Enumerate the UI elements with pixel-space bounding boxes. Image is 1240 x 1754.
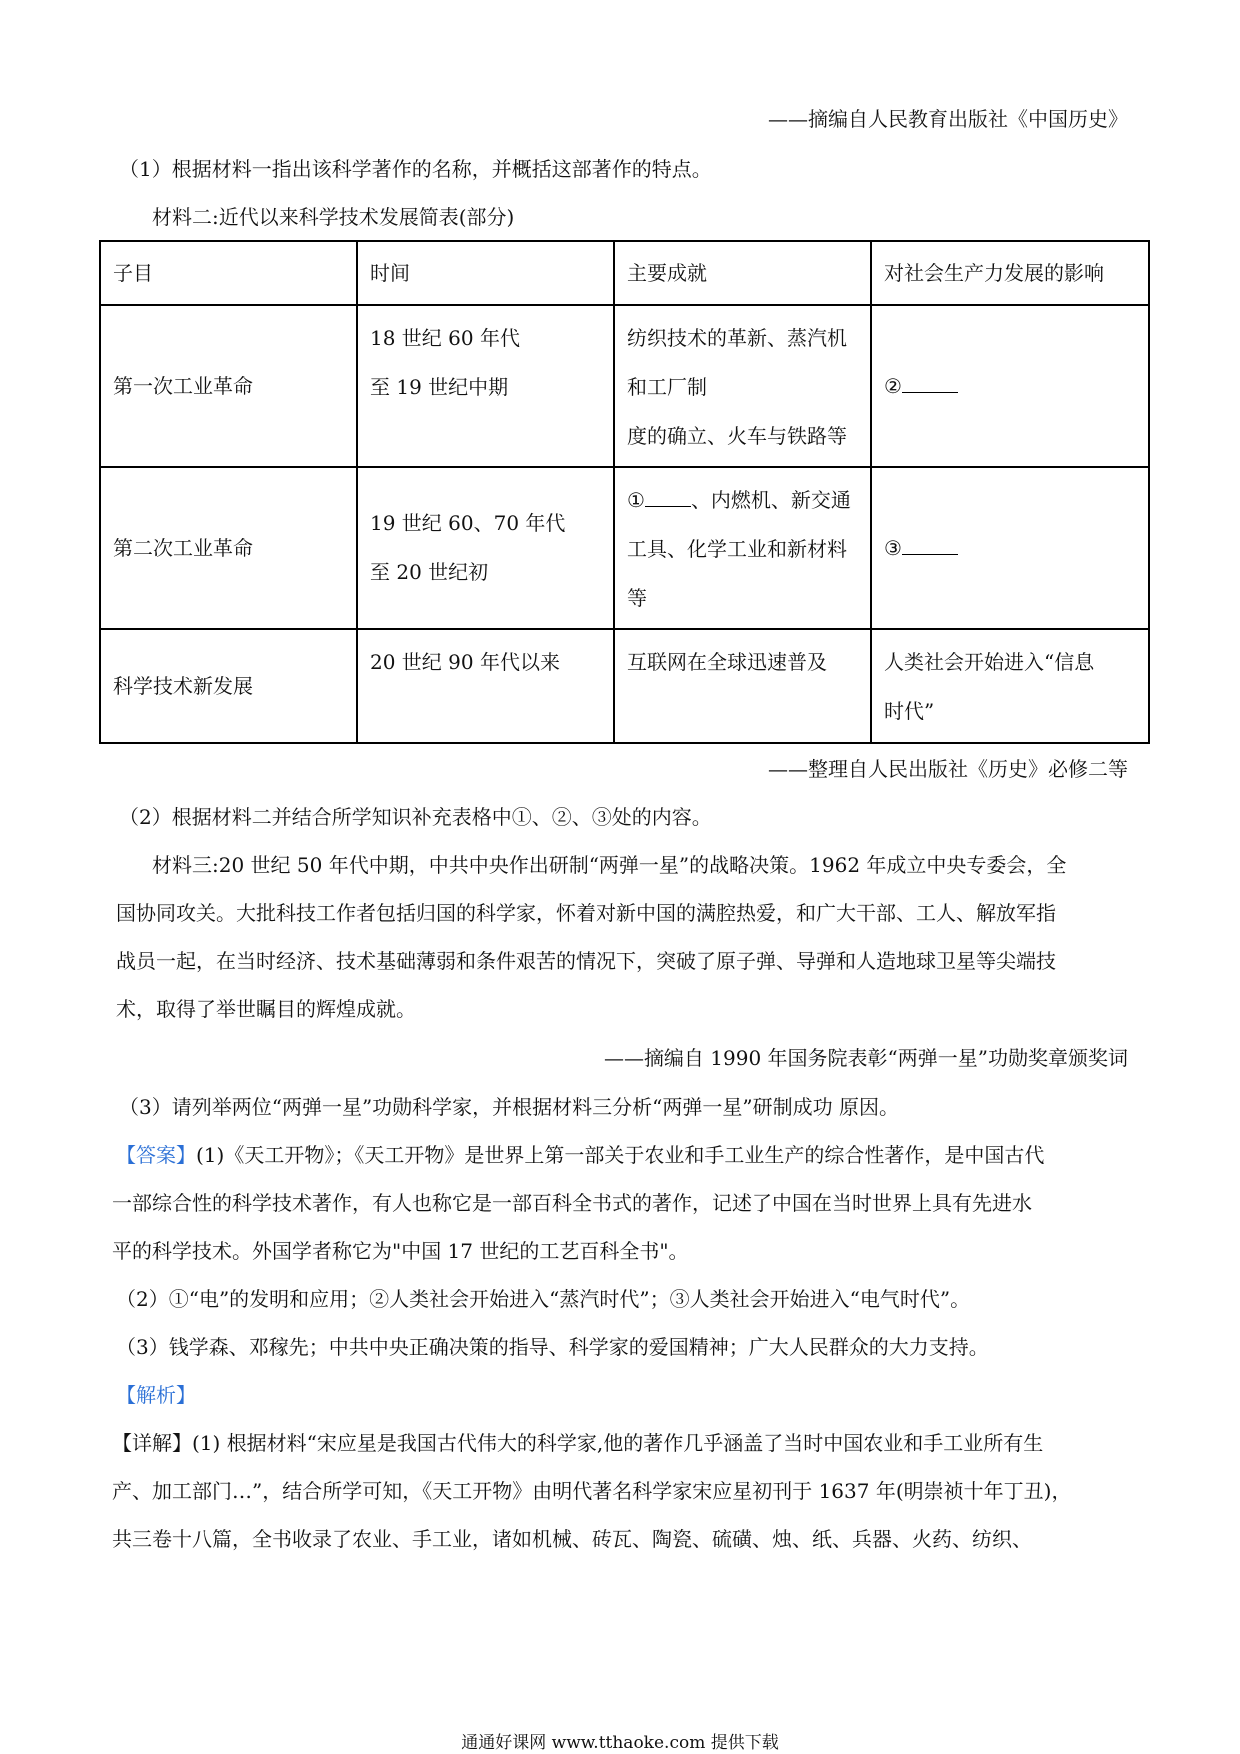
page-footer: 通通好课网 www.tthaoke.com 提供下载: [461, 1733, 779, 1753]
row-time: [357, 467, 614, 629]
source-citation-1: ——摘编自人民教育出版社《中国历史》: [768, 107, 1128, 131]
fill-blank: [902, 370, 958, 393]
table-header: 时间: [357, 241, 614, 305]
row-impact: [871, 305, 1149, 467]
table-row: [100, 305, 1149, 467]
blank-marker: ②: [884, 373, 902, 398]
achievement-line: 工具、化学工业和新材料: [627, 537, 847, 561]
impact-line: 人类社会开始进入“信息: [884, 650, 1095, 674]
detail-line: [112, 1430, 1043, 1456]
achievement-line: 纺织技术的革新、蒸汽机: [627, 326, 847, 350]
time-line: 20 世纪 90 年代以来: [370, 650, 560, 674]
achievement-line: 和工厂制: [627, 375, 707, 399]
material-3-line: 材料三:20 世纪 50 年代中期，中共中央作出研制“两弹一星”的战略决策。1962 年成立中央专委会，全: [152, 853, 1067, 877]
detail-text: (1) 根据材料“宋应星是我国古代伟大的科学家,他的著作几乎涵盖了当时中国农业和手工业所有生: [192, 1431, 1044, 1455]
table-header-row: [100, 241, 1149, 305]
achievement-text: 、内燃机、新交通: [690, 488, 851, 512]
answer-line: [116, 1142, 1044, 1168]
answer-line: （3）钱学森、邓稼先；中共中央正确决策的指导、科学家的爱国精神；广大人民群众的大力支持。: [116, 1335, 989, 1359]
detail-line: 共三卷十八篇，全书收录了农业、手工业，诸如机械、砖瓦、陶瓷、硫磺、烛、纸、兵器、火药、纺织、: [112, 1527, 1032, 1551]
blank-marker: ①: [627, 488, 645, 512]
achievement-line: [627, 476, 858, 525]
answer-line: 平的科学技术。外国学者称它为"中国 17 世纪的工艺百科全书"。: [112, 1239, 689, 1263]
fill-blank: [645, 484, 691, 507]
question-3: （3）请列举两位“两弹一星”功勋科学家，并根据材料三分析“两弹一星”研制成功 原因。: [119, 1095, 899, 1119]
row-achievement: [614, 629, 871, 743]
question-2: （2）根据材料二并结合所学知识补充表格中①、②、③处的内容。: [119, 805, 712, 829]
time-line: 至 20 世纪初: [370, 560, 489, 584]
time-line: 18 世纪 60 年代: [370, 326, 520, 350]
row-achievement: [614, 467, 871, 629]
table-header: 对社会生产力发展的影响: [871, 241, 1149, 305]
analysis-tag: 【解析】: [116, 1383, 196, 1407]
achievement-line: 等: [627, 586, 647, 610]
material-3-line: 国协同攻关。大批科技工作者包括归国的科学家，怀着对新中国的满腔热爱，和广大干部、工人、解放军指: [116, 901, 1056, 925]
source-citation-2: ——整理自人民出版社《历史》必修二等: [768, 757, 1128, 781]
row-name: 第二次工业革命: [100, 467, 357, 629]
question-1: （1）根据材料一指出该科学著作的名称，并概括这部著作的特点。: [119, 157, 712, 181]
material-3-line: 战员一起，在当时经济、技术基础薄弱和条件艰苦的情况下，突破了原子弹、导弹和人造地球卫星等尖端技: [116, 949, 1056, 973]
tech-development-table: [99, 240, 1150, 744]
material-3-line: 术，取得了举世瞩目的辉煌成就。: [116, 997, 416, 1021]
answer-line: （2）①“电”的发明和应用；②人类社会开始进入“蒸汽时代”；③人类社会开始进入“电气时代”。: [116, 1287, 971, 1311]
row-name: 第一次工业革命: [100, 305, 357, 467]
time-line: 19 世纪 60、70 年代: [370, 511, 566, 535]
fill-blank: [902, 532, 958, 555]
answer-tag: 【答案】: [116, 1143, 196, 1167]
answer-text: (1)《天工开物》；《天工开物》是世界上第一部关于农业和手工业生产的综合性著作，是中国古代: [196, 1143, 1045, 1167]
table-header: 子目: [100, 241, 357, 305]
answer-line: 一部综合性的科学技术著作，有人也称它是一部百科全书式的著作，记述了中国在当时世界上具有先进水: [112, 1191, 1032, 1215]
time-line: 至 19 世纪中期: [370, 375, 509, 399]
row-impact: [871, 467, 1149, 629]
row-name: 科学技术新发展: [100, 629, 357, 743]
row-achievement: [614, 305, 871, 467]
source-citation-3: ——摘编自 1990 年国务院表彰“两弹一星”功勋奖章颁奖词: [603, 1046, 1128, 1070]
detail-tag: 【详解】: [112, 1431, 192, 1455]
achievement-line: 度的确立、火车与铁路等: [627, 424, 847, 448]
row-time: [357, 305, 614, 467]
table-row: [100, 467, 1149, 629]
row-time: [357, 629, 614, 743]
table-row: [100, 629, 1149, 743]
impact-line: 时代”: [884, 699, 935, 723]
blank-marker: ③: [884, 535, 902, 560]
achievement-line: 互联网在全球迅速普及: [627, 650, 827, 674]
row-impact: [871, 629, 1149, 743]
detail-line: 产、加工部门…”，结合所学可知，《天工开物》由明代著名科学家宋应星初刊于 1637 年(明崇祯十年丁丑)，: [112, 1479, 1072, 1503]
material-2-title: 材料二:近代以来科学技术发展简表(部分): [152, 205, 515, 229]
table-header: 主要成就: [614, 241, 871, 305]
